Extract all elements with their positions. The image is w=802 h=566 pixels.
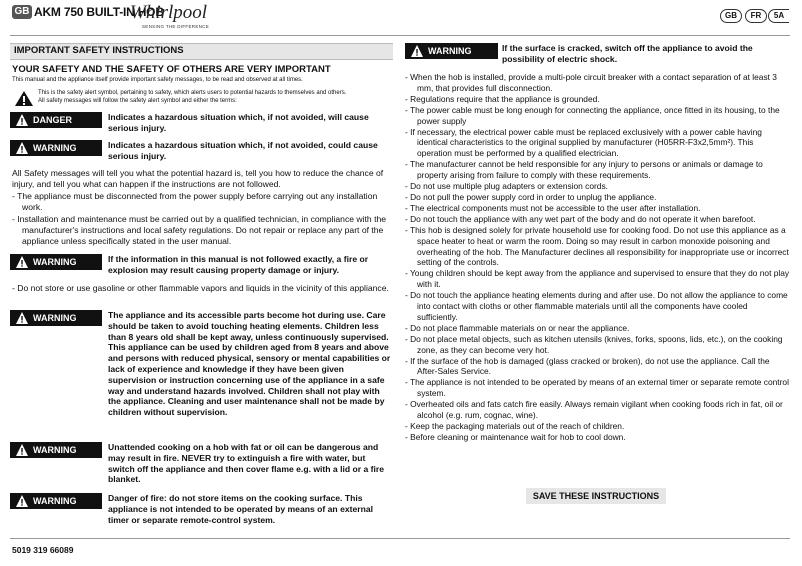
list-item: - Young children should be kept away from the appliance and supervised to ensure that they do not play with it. [405, 268, 790, 290]
list-item: - If the surface of the hob is damaged (glass cracked or broken), do not use the appliance. Call the After-Sales Service. [405, 355, 770, 377]
warning-label: WARNING [405, 43, 498, 59]
danger-text: Indicates a hazardous situation which, if not avoided, will cause serious injury. [108, 112, 369, 133]
warning-label: WARNING [10, 493, 102, 509]
footer-divider [10, 538, 790, 539]
warning-hot-text [108, 310, 393, 418]
warning-children-part2: This appliance can be used by children aged from 8 years and above and persons with reduced physical, sensory or mental capabilities or lack of experience and knowledge if they have been given supervision or instruction concerning use of the appliance in a safe way and understand hazards involved. Children shall not play with the appliance. Cleaning and user maintenance shall not be made by children without supervision. [108, 342, 391, 418]
warning-label: WARNING [10, 310, 102, 326]
warning-triangle-icon [15, 310, 29, 326]
warning-triangle-icon [410, 43, 424, 59]
lang-5a-badge[interactable]: 5A [768, 9, 789, 23]
list-item: - Keep the packaging materials out of the reach of children. [405, 421, 625, 431]
header-divider [10, 35, 790, 36]
list-item: - The appliance is not intended to be operated by means of an external timer or separate remote control system. [405, 377, 789, 399]
warning-label: WARNING [10, 254, 102, 270]
list-item: - Overheated oils and fats catch fire easily. Always remain vigilant when cooking foods rich in fat, oil or alcohol (e.g. rum, cognac, wine). [405, 399, 783, 421]
warning-label: WARNING [10, 442, 102, 458]
bullet-disconnect: - The appliance must be disconnected from the power supply before carrying out any installation work. [12, 191, 378, 212]
warning-triangle-icon [15, 254, 29, 270]
danger-label: DANGER [10, 112, 102, 128]
warning-triangle-icon [15, 442, 29, 458]
list-item: - This hob is designed solely for private household use for cooking food. Do not use this appliance as a space heater to heat or warm the room. Doing so may result in carbon monoxide poisoning and overheating of the hob. The Manufacturer declines all responsibility for inappropriate use or incorrect setting of the controls. [405, 224, 789, 268]
model-title: AKM 750 BUILT-IN HOB [34, 5, 164, 19]
warning-label: WARNING [10, 140, 102, 156]
warning-store-text: Danger of fire: do not store items on the cooking surface. This appliance is not intended to be operated by means of an external timer or separate remote-control system. [108, 493, 374, 525]
list-item: - Before cleaning or maintenance wait for hob to cool down. [405, 431, 626, 442]
list-item: - The power cable must be long enough for connecting the appliance, once fitted in its housing, to the power supply [405, 104, 780, 126]
list-item: - The manufacturer cannot be held responsible for any injury to persons or animals or damage to property arising from failure to comply with these requirements. [405, 159, 763, 181]
safety-heading: YOUR SAFETY AND THE SAFETY OF OTHERS ARE VERY IMPORTANT [12, 64, 331, 75]
list-item: - If necessary, the electrical power cable must be replaced exclusively with a power cable having identical characteristics to the original supplied by manufacturer (H05RR-F3x2,5mm²). This operation must be performed by a qualified electrician. [405, 126, 762, 159]
list-item: - The electrical components must not be accessible to the user after installation. [405, 202, 701, 213]
brand-tagline: SENSING THE DIFFERENCE [142, 24, 210, 29]
warning-cracked-text: If the surface is cracked, switch off the appliance to avoid the possibility of electric shock. [502, 43, 753, 64]
section-title: IMPORTANT SAFETY INSTRUCTIONS [14, 45, 184, 56]
warning-triangle-icon [15, 140, 29, 156]
document-code: 5019 319 66089 [12, 545, 74, 555]
language-tab: GB [12, 5, 32, 19]
list-item: - Do not touch the appliance heating elements during and after use. Do not allow the appliance to come into contact with cloths or other flammable materials until all the components have cooled sufficiently. [405, 290, 788, 322]
right-bullet-list [405, 72, 790, 443]
brand-logo: Whirlpool [130, 2, 208, 23]
warning-triangle-icon [15, 493, 29, 509]
list-item: - Do not use multiple plug adapters or extension cords. [405, 181, 608, 192]
safety-paragraph: All Safety messages will tell you what the potential hazard is, tell you how to reduce the chance of injury, and tell you what can happen if the instructions are not followed. [12, 168, 384, 189]
lang-fr-badge[interactable]: FR [745, 9, 767, 23]
bullet-installation: - Installation and maintenance must be carried out by a qualified technician, in compliance with the manufacturer's instructions and local safety regulations. Do not repair or replace any part of the appliance unless specifically stated in the user manual. [12, 214, 387, 246]
alert-line-2: All safety messages will follow the safety alert symbol and either the terms: [38, 98, 237, 104]
alert-text [38, 89, 394, 105]
safety-alert-icon [14, 90, 34, 107]
warning-triangle-icon [15, 112, 29, 128]
save-instructions-banner: SAVE THESE INSTRUCTIONS [526, 488, 666, 504]
list-item: - Regulations require that the appliance is grounded. [405, 93, 600, 104]
list-item: - Do not pull the power supply cord in order to unplug the appliance. [405, 191, 657, 202]
section-bar [10, 43, 393, 60]
list-item: - When the hob is installed, provide a multi-pole circuit breaker with a contact separation of at least 3 mm, that provides full disconnection. [405, 72, 777, 93]
lang-gb-badge[interactable]: GB [720, 9, 742, 23]
warning-text: Indicates a hazardous situation which, if not avoided, could cause serious injury. [108, 140, 378, 161]
alert-line-1: This is the safety alert symbol, pertaining to safety, which alerts users to potential hazards to themselves and others. [38, 90, 347, 96]
warning-hot-part1: The appliance and its accessible parts become hot during use. Care should be taken to avoid touching heating elements. Children less than 8 years old shall be kept away, unless continuously supervised. [108, 310, 389, 342]
bullet-gasoline: - Do not store or use gasoline or other flammable vapors and liquids in the vicinity of this appliance. [12, 283, 389, 293]
list-item: - Do not place metal objects, such as kitchen utensils (knives, forks, spoons, lids, etc.), on the cooking zone, as they can become very hot. [405, 333, 783, 355]
warning-fat-oil-text: Unattended cooking on a hob with fat or oil can be dangerous and may result in fire. NEVER try to extinguish a fire with water, but switch off the appliance and then cover flame e.g. with a lid or a fire blanket. [108, 442, 385, 485]
warning-fire-text: If the information in this manual is not followed exactly, a fire or explosion may result causing property damage or injury. [108, 254, 369, 275]
list-item: - Do not place flammable materials on or near the appliance. [405, 322, 630, 333]
intro-text: This manual and the appliance itself provide important safety messages, to be read and observed at all times. [12, 77, 303, 83]
list-item: - Do not touch the appliance with any wet part of the body and do not operate it when barefoot. [405, 213, 756, 224]
